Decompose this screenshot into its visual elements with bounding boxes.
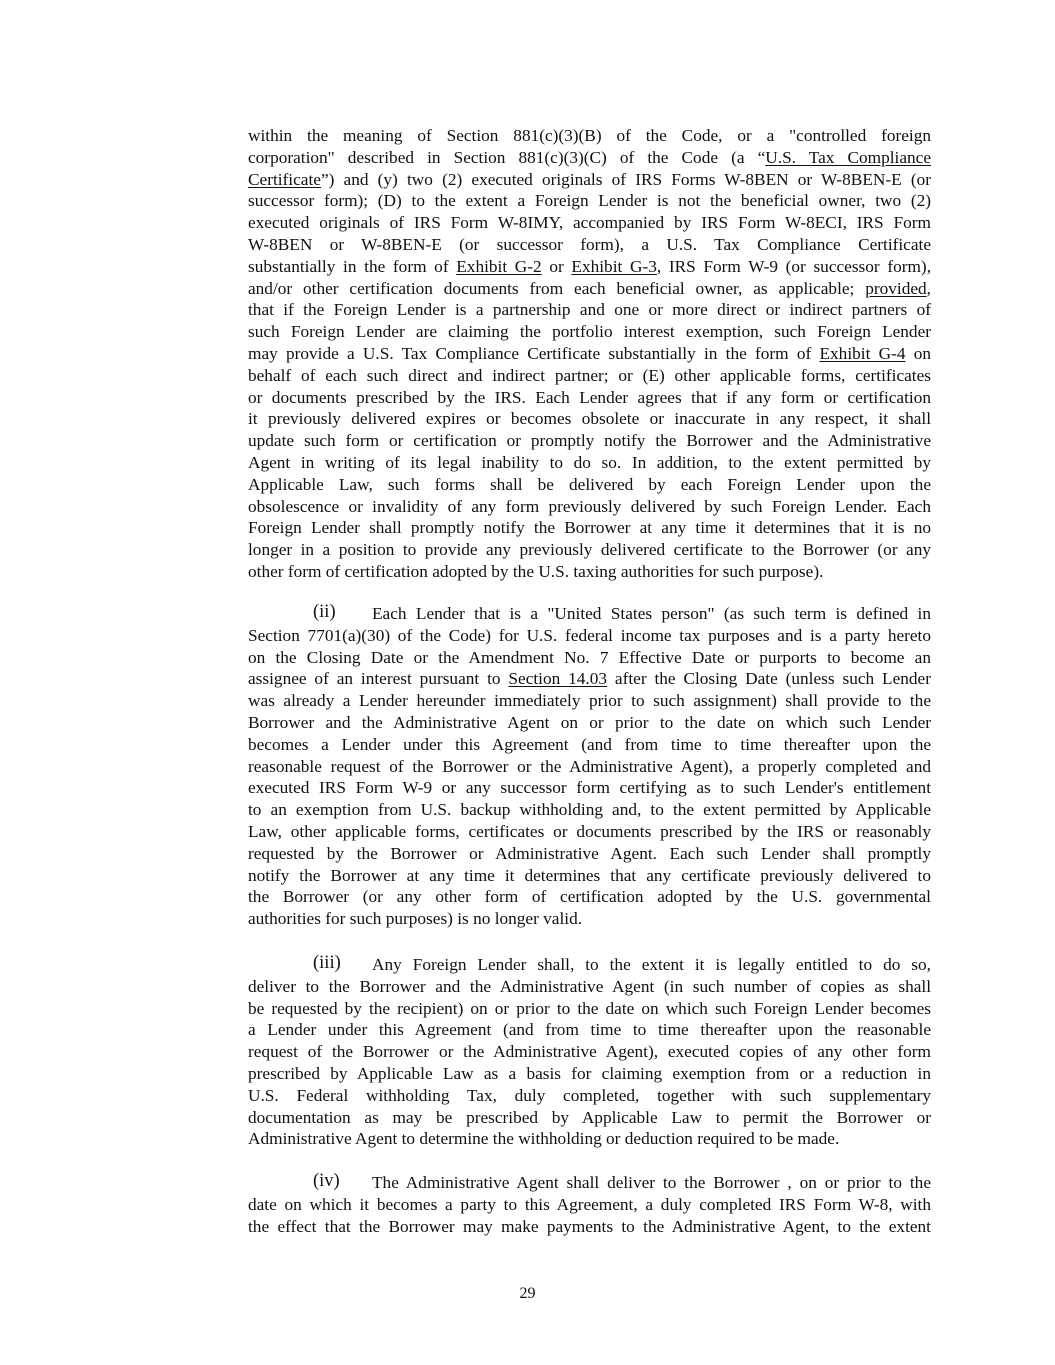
text-run: or (541, 256, 572, 276)
text-run: Administrative Agent to determine the withholding or deduction required to be made. (248, 1129, 840, 1149)
text-line (248, 343, 931, 365)
text-line (248, 365, 931, 387)
text-run: and/or other certification documents from each beneficial owner, as applicable; (248, 278, 866, 298)
text-run: was already a Lender hereunder immediately prior to such assignment) shall provide to the (248, 691, 931, 711)
text-run: successor form); (D) to the extent a Foreign Lender is not the beneficial owner, two (2) (248, 191, 931, 211)
text-line (248, 190, 931, 212)
text-line (248, 169, 931, 191)
text-run: the effect that the Borrower may make payments to the Administrative Agent, to the extent (248, 1216, 931, 1236)
text-line (248, 712, 931, 734)
text-line (248, 756, 931, 778)
text-run: executed originals of IRS Form W-8IMY, accompanied by IRS Form W-8ECI, IRS Form (248, 213, 931, 233)
text-line (248, 843, 931, 865)
text-run: Foreign Lender shall promptly notify the Borrower at any time it determines that it is no (248, 518, 931, 538)
text-run: W-8BEN or W-8BEN-E (or successor form), a U.S. Tax Compliance Certificate (248, 234, 931, 254)
text-line (248, 299, 931, 321)
text-run: reasonable request of the Borrower or the Administrative Agent), a properly completed and (248, 756, 931, 776)
text-run: within the meaning of Section 881(c)(3)(B) of the Code, or a "controlled foreign (248, 126, 931, 145)
paragraph-ii (248, 603, 931, 930)
text-run: such Foreign Lender are claiming the portfolio interest exemption, such Foreign Lender (248, 322, 931, 342)
text-line (248, 886, 931, 908)
text-run: on (905, 343, 932, 363)
defined-term-reference: Section 14.03 (508, 669, 608, 689)
text-line (248, 321, 931, 343)
text-run: The Administrative Agent shall deliver to the Borrower , on or prior to the (372, 1173, 931, 1192)
text-run: documentation as may be prescribed by Applicable Law to permit the Borrower or (248, 1107, 931, 1127)
text-line (248, 1172, 931, 1194)
text-run: Law, other applicable forms, certificates or documents prescribed by the IRS or reasonably (248, 821, 931, 841)
text-line (248, 430, 931, 452)
text-run: Borrower and the Administrative Agent on or prior to the date on which such Lender (248, 712, 931, 732)
text-line (248, 256, 931, 278)
text-run: request of the Borrower or the Administrative Agent), executed copies of any other form (248, 1042, 931, 1062)
text-run: notify the Borrower at any time it determines that any certificate previously delivered to (248, 865, 931, 885)
text-line (248, 976, 931, 998)
text-line (248, 539, 931, 561)
text-run: becomes a Lender under this Agreement (and from time to time thereafter upon the (248, 734, 931, 754)
text-line (248, 496, 931, 518)
text-line (248, 908, 931, 930)
text-line (248, 821, 931, 843)
text-line (248, 603, 931, 625)
text-line (248, 668, 931, 690)
text-line (248, 212, 931, 234)
text-run: on the Closing Date or the Amendment No. 7 Effective Date or purports to become an (248, 647, 931, 667)
text-line (248, 1063, 931, 1085)
text-run: it previously delivered expires or becomes obsolete or inaccurate in any respect, it shall (248, 409, 931, 429)
text-line (248, 1085, 931, 1107)
text-run: that if the Foreign Lender is a partnership and one or more direct or indirect partners of (248, 300, 931, 320)
text-line (248, 474, 931, 496)
text-line (248, 690, 931, 712)
text-run: , (926, 278, 931, 298)
paragraph-iv (248, 1172, 931, 1237)
text-line (248, 777, 931, 799)
text-run: requested by the Borrower or Administrative Agent. Each such Lender shall promptly (248, 843, 931, 863)
text-line (248, 234, 931, 256)
text-run: corporation" described in Section 881(c)(3)(C) of the Code (a “ (248, 147, 766, 167)
text-line (248, 278, 931, 300)
text-run: deliver to the Borrower and the Administrative Agent (in such number of copies as shall (248, 976, 931, 996)
text-run: authorities for such purposes) is no longer valid. (248, 909, 583, 929)
text-run: Agent in writing of its legal inability to do so. In addition, to the extent permitted by (248, 452, 931, 472)
text-line (248, 1019, 931, 1041)
paragraph-iii (248, 954, 931, 1150)
text-run: executed IRS Form W-9 or any successor form certifying as to such Lender's entitlement (248, 778, 931, 798)
text-run: the Borrower (or any other form of certification adopted by the U.S. governmental (248, 887, 931, 907)
text-run: be requested by the recipient) on or prior to the date on which such Foreign Lender becomes (248, 998, 931, 1018)
text-line (248, 125, 931, 147)
defined-term-reference: Certificate (248, 169, 321, 189)
text-run: a Lender under this Agreement (and from time to time thereafter upon the reasonable (248, 1020, 931, 1040)
text-run: behalf of each such direct and indirect partner; or (E) other applicable forms, certificates (248, 365, 931, 385)
clause-label: (iii) (313, 953, 341, 973)
text-line (248, 998, 931, 1020)
page-number: 29 (519, 1285, 536, 1302)
text-line (248, 1194, 931, 1216)
text-run: U.S. Federal withholding Tax, duly completed, together with such supplementary (248, 1085, 931, 1105)
text-line (248, 408, 931, 430)
text-run: to an exemption from U.S. backup withholding and, to the extent permitted by Applicable (248, 800, 931, 820)
text-run: longer in a position to provide any previously delivered certificate to the Borrower (or any (248, 540, 931, 560)
text-run: or documents prescribed by the IRS. Each Lender agrees that if any form or certification (248, 387, 931, 407)
text-run: prescribed by Applicable Law as a basis for claiming exemption from or a reduction in (248, 1063, 931, 1083)
text-run: Each Lender that is a "United States person" (as such term is defined in (372, 604, 931, 623)
text-line (248, 625, 931, 647)
text-run: Section 7701(a)(30) of the Code) for U.S. federal income tax purposes and is a party hereto (248, 625, 931, 645)
defined-term-reference: Exhibit G-4 (819, 343, 906, 363)
text-line (248, 452, 931, 474)
paragraph-continued (248, 125, 931, 583)
defined-term-reference: Exhibit G-3 (571, 256, 657, 276)
text-run: obsolescence or invalidity of any form previously delivered by such Foreign Lender. Each (248, 496, 931, 516)
defined-term-reference: U.S. Tax Compliance (765, 147, 932, 167)
text-line (248, 865, 931, 887)
text-run: other form of certification adopted by the U.S. taxing authorities for such purpose). (248, 561, 824, 581)
text-run: substantially in the form of (248, 256, 457, 276)
text-line (248, 517, 931, 539)
text-line (248, 387, 931, 409)
text-run: Applicable Law, such forms shall be delivered by each Foreign Lender upon the (248, 474, 931, 494)
text-run: ”) and (y) two (2) executed originals of IRS Forms W-8BEN or W-8BEN-E (or (320, 169, 931, 189)
text-run: after the Closing Date (unless such Lender (607, 669, 931, 689)
text-run: date on which it becomes a party to this Agreement, a duly completed IRS Form W-8, with (248, 1194, 931, 1214)
text-run: Any Foreign Lender shall, to the extent it is legally entitled to do so, (372, 955, 931, 974)
text-line (248, 1041, 931, 1063)
text-line (248, 1216, 931, 1238)
text-line (248, 954, 931, 976)
text-line (248, 734, 931, 756)
text-run: , IRS Form W-9 (or successor form), (656, 256, 932, 276)
clause-label: (ii) (313, 602, 336, 622)
text-run: assignee of an interest pursuant to (248, 669, 509, 689)
defined-term-reference: provided (865, 278, 927, 298)
defined-term-reference: Exhibit G-2 (456, 256, 542, 276)
text-line (248, 561, 931, 583)
text-run: may provide a U.S. Tax Compliance Certificate substantially in the form of (248, 343, 820, 363)
text-run: update such form or certification or promptly notify the Borrower and the Administrative (248, 431, 931, 451)
text-line (248, 147, 931, 169)
text-line (248, 799, 931, 821)
text-line (248, 1107, 931, 1129)
text-line (248, 647, 931, 669)
clause-label: (iv) (313, 1171, 340, 1191)
text-line (248, 1128, 931, 1150)
